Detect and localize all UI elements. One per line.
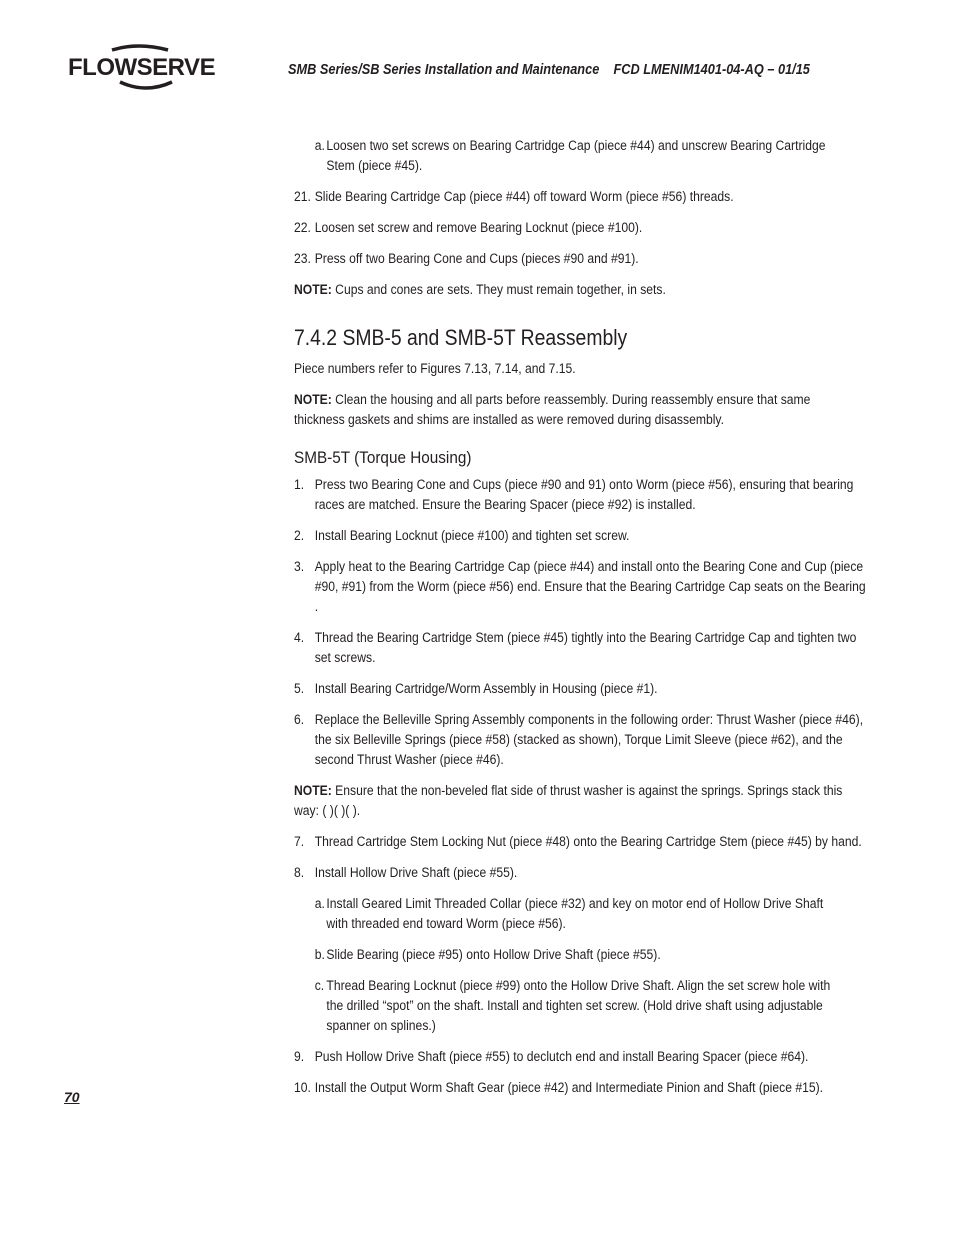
step-number: 7. (294, 834, 305, 849)
step-text: Install Hollow Drive Shaft (piece #55). (314, 865, 518, 880)
step-8c (294, 976, 846, 1036)
step-text: Install Bearing Cartridge/Worm Assembly in Housing (piece #1). (314, 681, 658, 696)
step-9 (294, 1047, 866, 1067)
document-header-title: SMB Series/SB Series Installation and Maintenance FCD LMENIM1401-04-AQ – 01/15 (288, 62, 810, 78)
note-label: NOTE: (294, 282, 332, 297)
step-a (294, 136, 846, 176)
step-8a (294, 894, 846, 934)
step-10 (294, 1078, 866, 1098)
step-7 (294, 832, 866, 852)
logo-text: FLOWSERVE (68, 54, 216, 81)
step-22 (294, 218, 866, 238)
note-label: NOTE: (294, 392, 332, 407)
step-number: 10. (294, 1080, 311, 1095)
page-number: 70 (64, 1089, 80, 1105)
step-5 (294, 679, 866, 699)
step-letter: c. (314, 978, 325, 993)
step-number: 4. (294, 630, 305, 645)
step-8 (294, 863, 866, 883)
section-heading: 7.4.2 SMB-5 and SMB-5T Reassembly (294, 325, 628, 350)
note-cups-cones (294, 280, 846, 300)
step-number: 22. (294, 220, 311, 235)
step-text: Install Bearing Locknut (piece #100) and tighten set screw. (314, 528, 630, 543)
step-text: Apply heat to the Bearing Cartridge Cap (piece #44) and install onto the Bearing Cone and Cup (piece #90, #91) from the Worm (piece #56) end. Ensure that the Bearing Cartridge Cap seats on the Bearing . (314, 559, 866, 614)
step-23 (294, 249, 866, 269)
step-text: Push Hollow Drive Shaft (piece #55) to declutch end and install Bearing Spacer (piece #64). (314, 1049, 809, 1064)
page-content (294, 136, 866, 1109)
step-number: 3. (294, 559, 305, 574)
step-21 (294, 187, 866, 207)
step-text: Thread Bearing Locknut (piece #99) onto the Hollow Drive Shaft. Align the set screw hole with the drilled “spot” on the shaft. Install and tighten set screw. (Hold drive shaft using adjustable spanner on splines.) (326, 978, 831, 1033)
step-number: 8. (294, 865, 305, 880)
step-number: 21. (294, 189, 311, 204)
flowserve-logo (68, 44, 216, 96)
step-6 (294, 710, 866, 770)
step-4 (294, 628, 866, 668)
note-text: Ensure that the non-beveled flat side of thrust washer is against the springs. Springs stack this way: ( )( )( ). (294, 783, 843, 818)
step-number: 2. (294, 528, 305, 543)
note-label: NOTE: (294, 783, 332, 798)
step-letter: a. (314, 896, 325, 911)
step-text: Thread the Bearing Cartridge Stem (piece #45) tightly into the Bearing Cartridge Cap and tighten two set screws. (314, 630, 857, 665)
step-text: Install the Output Worm Shaft Gear (piece #42) and Intermediate Pinion and Shaft (piece #15). (314, 1080, 824, 1095)
note-text: Cups and cones are sets. They must remain together, in sets. (331, 282, 666, 297)
step-text: Press two Bearing Cone and Cups (piece #90 and 91) onto Worm (piece #56), ensuring that bearing races are matched. Ensure the Bearing Spacer (piece #92) is installed. (314, 477, 854, 512)
step-1 (294, 475, 866, 515)
section-intro: Piece numbers refer to Figures 7.13, 7.14, and 7.15. (294, 361, 576, 376)
step-text: Slide Bearing Cartridge Cap (piece #44) off toward Worm (piece #56) threads. (314, 189, 734, 204)
step-number: 23. (294, 251, 311, 266)
step-number: 9. (294, 1049, 305, 1064)
note-clean-housing (294, 390, 846, 430)
step-text: Slide Bearing (piece #95) onto Hollow Drive Shaft (piece #55). (326, 947, 661, 962)
step-letter: a. (314, 138, 325, 153)
step-text: Loosen set screw and remove Bearing Locknut (piece #100). (314, 220, 643, 235)
step-text: Thread Cartridge Stem Locking Nut (piece #48) onto the Bearing Cartridge Stem (piece #45) by hand. (314, 834, 862, 849)
note-text: Clean the housing and all parts before reassembly. During reassembly ensure that same thickness gaskets and shims are installed as were removed during disassembly. (294, 392, 811, 427)
step-number: 5. (294, 681, 305, 696)
step-letter: b. (314, 947, 325, 962)
subsection-heading: SMB-5T (Torque Housing) (294, 448, 472, 467)
step-text: Install Geared Limit Threaded Collar (piece #32) and key on motor end of Hollow Drive Shaft with threaded end toward Worm (piece #56). (326, 896, 824, 931)
step-8b (294, 945, 846, 965)
step-text: Loosen two set screws on Bearing Cartridge Cap (piece #44) and unscrew Bearing Cartridge Stem (piece #45). (326, 138, 826, 173)
step-3 (294, 557, 866, 617)
step-2 (294, 526, 866, 546)
note-thrust-washer (294, 781, 846, 821)
step-text: Press off two Bearing Cone and Cups (pieces #90 and #91). (314, 251, 639, 266)
step-number: 6. (294, 712, 305, 727)
step-text: Replace the Belleville Spring Assembly components in the following order: Thrust Washer (piece #46), the six Belleville Springs (piece #58) (stacked as shown), Torque Limit Sleeve (piece #62), and the second Thrust Washer (piece #46). (314, 712, 864, 767)
step-number: 1. (294, 477, 305, 492)
